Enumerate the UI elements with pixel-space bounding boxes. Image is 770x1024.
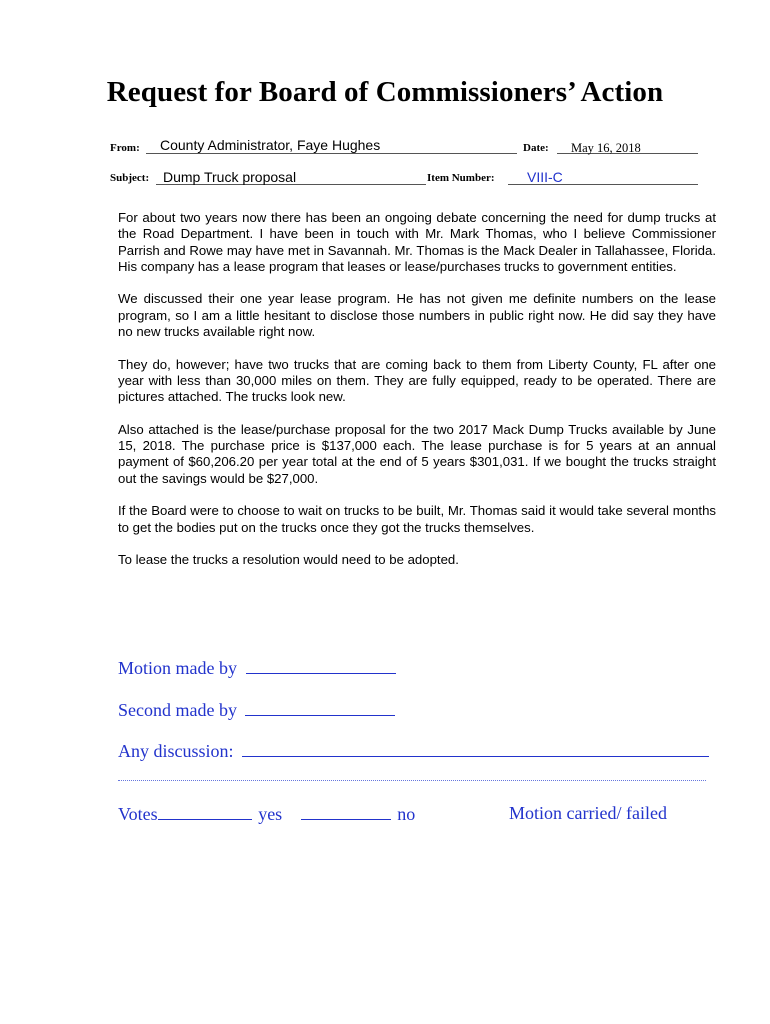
memo-body [118,210,716,585]
votes-no-blank [301,803,391,820]
discussion-blank [242,740,709,757]
discussion-label: Any discussion: [118,741,234,761]
item-number-label: Item Number: [427,172,495,184]
from-label: From: [110,142,140,154]
paragraph-4: Also attached is the lease/purchase proposal for the two 2017 Mack Dump Trucks available by June 15, 2018. The purchase price is $137,000 each. The lease purchase is for 5 years at an annual payment of $60,206.20 per year total at the end of 5 years $301,031. If we bought the trucks straight out the savings would be $27,000. [118,421,716,486]
motion-made-label: Motion made by [118,658,237,678]
paragraph-1: For about two years now there has been an ongoing debate concerning the need for dump trucks at the Road Department. I have been in touch with Mr. Mark Thomas, who I believe Commissioner Parrish and Rowe may have met in Savannah. Mr. Thomas is the Mack Dealer in Tallahassee, Florida. His company has a lease program that leases or lease/purchases trucks to government entities. [118,210,716,274]
from-underline [146,153,517,154]
date-value: May 16, 2018 [571,141,641,155]
page-title: Request for Board of Commissioners’ Action [106,76,664,108]
subject-label: Subject: [110,172,150,184]
paragraph-2: We discussed their one year lease program. He has not given me definite numbers on the lease program, so I am a little hesitant to disclose those numbers in public right now. He did say they have no new trucks available right now. [118,291,716,340]
votes-no-label: no [397,804,416,824]
second-made-label: Second made by [118,700,237,720]
paragraph-3: They do, however; have two trucks that are coming back to them from Liberty County, FL after one year with less than 30,000 miles on them. They are fully equipped, ready to be operated. There are pictures attached. The trucks look new. [118,356,716,405]
motion-made-blank [246,657,396,674]
second-made-row [118,699,395,721]
motion-result: Motion carried/ failed [509,803,667,823]
from-value: County Administrator, Faye Hughes [160,137,381,153]
votes-yes-blank [158,803,252,820]
paragraph-5: If the Board were to choose to wait on trucks to be built, Mr. Thomas said it would take several months to get the bodies put on the trucks once they got the trucks themselves. [118,503,716,535]
votes-label: Votes [118,804,158,824]
votes-row [118,803,415,825]
votes-yes-label: yes [258,804,283,824]
date-label: Date: [523,142,549,154]
motion-made-row [118,657,396,679]
paragraph-6: To lease the trucks a resolution would need to be adopted. [118,552,459,568]
item-number-value: VIII-C [527,169,563,185]
discussion-row [118,740,709,762]
discussion-extra-line [118,780,706,781]
subject-value: Dump Truck proposal [163,169,297,185]
second-made-blank [245,699,395,716]
